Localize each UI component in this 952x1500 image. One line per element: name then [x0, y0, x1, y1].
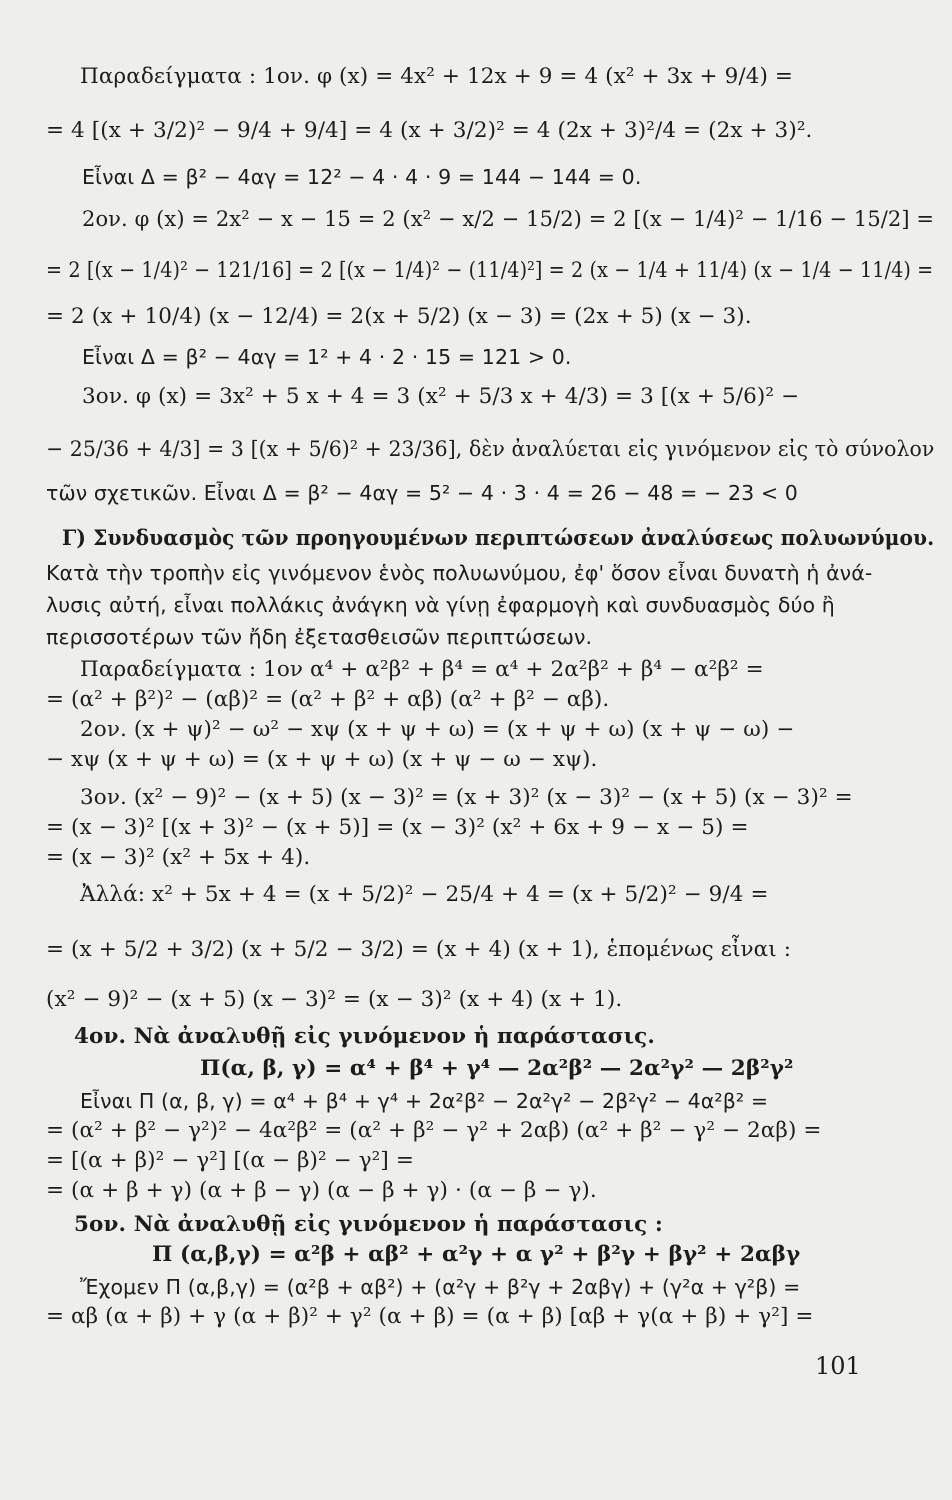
expression-heading: Π(α, β, γ) = α⁴ + β⁴ + γ⁴ — 2α²β² — 2α²γ² — 2β²γ² [200, 1056, 794, 1081]
equation-line: = [(α + β)² − γ²] [(α − β)² − γ²] = [46, 1148, 414, 1173]
page-number: 101 [815, 1352, 861, 1380]
equation-line: = 2 (x + 10/4) (x − 12/4) = 2(x + 5/2) (x − 3) = (2x + 5) (x − 3). [46, 304, 752, 329]
equation-line: − xψ (x + ψ + ω) = (x + ψ + ω) (x + ψ − ω − xψ). [46, 747, 598, 772]
equation-line: 2ον. (x + ψ)² − ω² − xψ (x + ψ + ω) = (x + ψ + ω) (x + ψ − ω) − [80, 717, 795, 742]
equation-line: = (α² + β² − γ²)² − 4α²β² = (α² + β² − γ² + 2αβ) (α² + β² − γ² − 2αβ) = [46, 1118, 822, 1143]
equation-line: 3ον. (x² − 9)² − (x + 5) (x − 3)² = (x + 3)² (x − 3)² − (x + 5) (x − 3)² = [80, 785, 853, 810]
equation-line: = (α² + β²)² − (αβ)² = (α² + β² + αβ) (α² + β² − αβ). [46, 687, 610, 712]
equation-line: = 2 [(x − 1/4)² − 121/16] = 2 [(x − 1/4)² − (11/4)²] = 2 (x − 1/4 + 11/4) (x − 1/4 − 11/4) = [46, 258, 934, 283]
equation-line: = (α + β + γ) (α + β − γ) (α − β + γ) · (α − β − γ). [46, 1178, 597, 1203]
text-line: Κατὰ τὴν τροπὴν εἰς γινόμενον ἑνὸς πολυωνύμου, ἐφ' ὅσον εἶναι δυνατὴ ἡ ἀνά- [46, 561, 873, 585]
equation-line: Ἔχομεν Π (α,β,γ) = (α²β + αβ²) + (α²γ + β²γ + 2αβγ) + (γ²α + γ²β) = [80, 1275, 801, 1299]
equation-line: 2ον. φ (x) = 2x² − x − 15 = 2 (x² − x/2 − 15/2) = 2 [(x − 1/4)² − 1/16 − 15/2] = [82, 207, 935, 232]
expression-heading: Π (α,β,γ) = α²β + αβ² + α²γ + α γ² + β²γ + βγ² + 2αβγ [152, 1242, 801, 1267]
example-heading-line: Παραδείγματα : 1ον. φ (x) = 4x² + 12x + 9 = 4 (x² + 3x + 9/4) = [80, 64, 794, 89]
equation-line: = 4 [(x + 3/2)² − 9/4 + 9/4] = 4 (x + 3/2)² = 4 (2x + 3)²/4 = (2x + 3)². [46, 118, 813, 143]
equation-line: Ἀλλά: x² + 5x + 4 = (x + 5/2)² − 25/4 + 4 = (x + 5/2)² − 9/4 = [80, 882, 769, 907]
text-line: περισσοτέρων τῶν ἤδη ἐξετασθεισῶν περιπτώσεων. [46, 625, 593, 649]
example-heading: 5ον. Νὰ ἀναλυθῇ εἰς γινόμενον ἡ παράστασις : [74, 1212, 663, 1237]
equation-line: (x² − 9)² − (x + 5) (x − 3)² = (x − 3)² (x + 4) (x + 1). [46, 987, 623, 1012]
equation-line: = (x − 3)² [(x + 3)² − (x + 5)] = (x − 3)² (x² + 6x + 9 − x − 5) = [46, 815, 749, 840]
example-heading-line: Παραδείγματα : 1ον α⁴ + α²β² + β⁴ = α⁴ + 2α²β² + β⁴ − α²β² = [80, 657, 764, 682]
example-heading: 4ον. Νὰ ἀναλυθῇ εἰς γινόμενον ἡ παράστασις. [74, 1024, 655, 1049]
equation-line: 3ον. φ (x) = 3x² + 5 x + 4 = 3 (x² + 5/3 x + 4/3) = 3 [(x + 5/6)² − [82, 384, 800, 409]
equation-line: − 25/36 + 4/3] = 3 [(x + 5/6)² + 23/36], δὲν ἀναλύεται εἰς γινόμενον εἰς τὸ σύνολον [46, 437, 935, 462]
text-line: λυσις αὐτή, εἶναι πολλάκις ἀνάγκη νὰ γίνῃ ἐφαρμογὴ καὶ συνδυασμὸς δύο ἢ [46, 593, 835, 617]
equation-line: = (x + 5/2 + 3/2) (x + 5/2 − 3/2) = (x + 4) (x + 1), ἑπομένως εἶναι : [46, 937, 792, 962]
equation-line: = αβ (α + β) + γ (α + β)² + γ² (α + β) = (α + β) [αβ + γ(α + β) + γ²] = [46, 1304, 814, 1329]
discriminant-line: Εἶναι Δ = β² − 4αγ = 1² + 4 · 2 · 15 = 121 > 0. [82, 345, 572, 369]
equation-line: Εἶναι Π (α, β, γ) = α⁴ + β⁴ + γ⁴ + 2α²β² − 2α²γ² − 2β²γ² − 4α²β² = [80, 1089, 769, 1113]
discriminant-line: Εἶναι Δ = β² − 4αγ = 12² − 4 · 4 · 9 = 144 − 144 = 0. [82, 165, 642, 189]
section-heading: Γ) Συνδυασμὸς τῶν προηγουμένων περιπτώσεων ἀναλύσεως πολυωνύμου. [62, 526, 935, 551]
text-line: τῶν σχετικῶν. Εἶναι Δ = β² − 4αγ = 5² − 4 · 3 · 4 = 26 − 48 = − 23 < 0 [46, 481, 798, 505]
equation-line: = (x − 3)² (x² + 5x + 4). [46, 845, 311, 870]
